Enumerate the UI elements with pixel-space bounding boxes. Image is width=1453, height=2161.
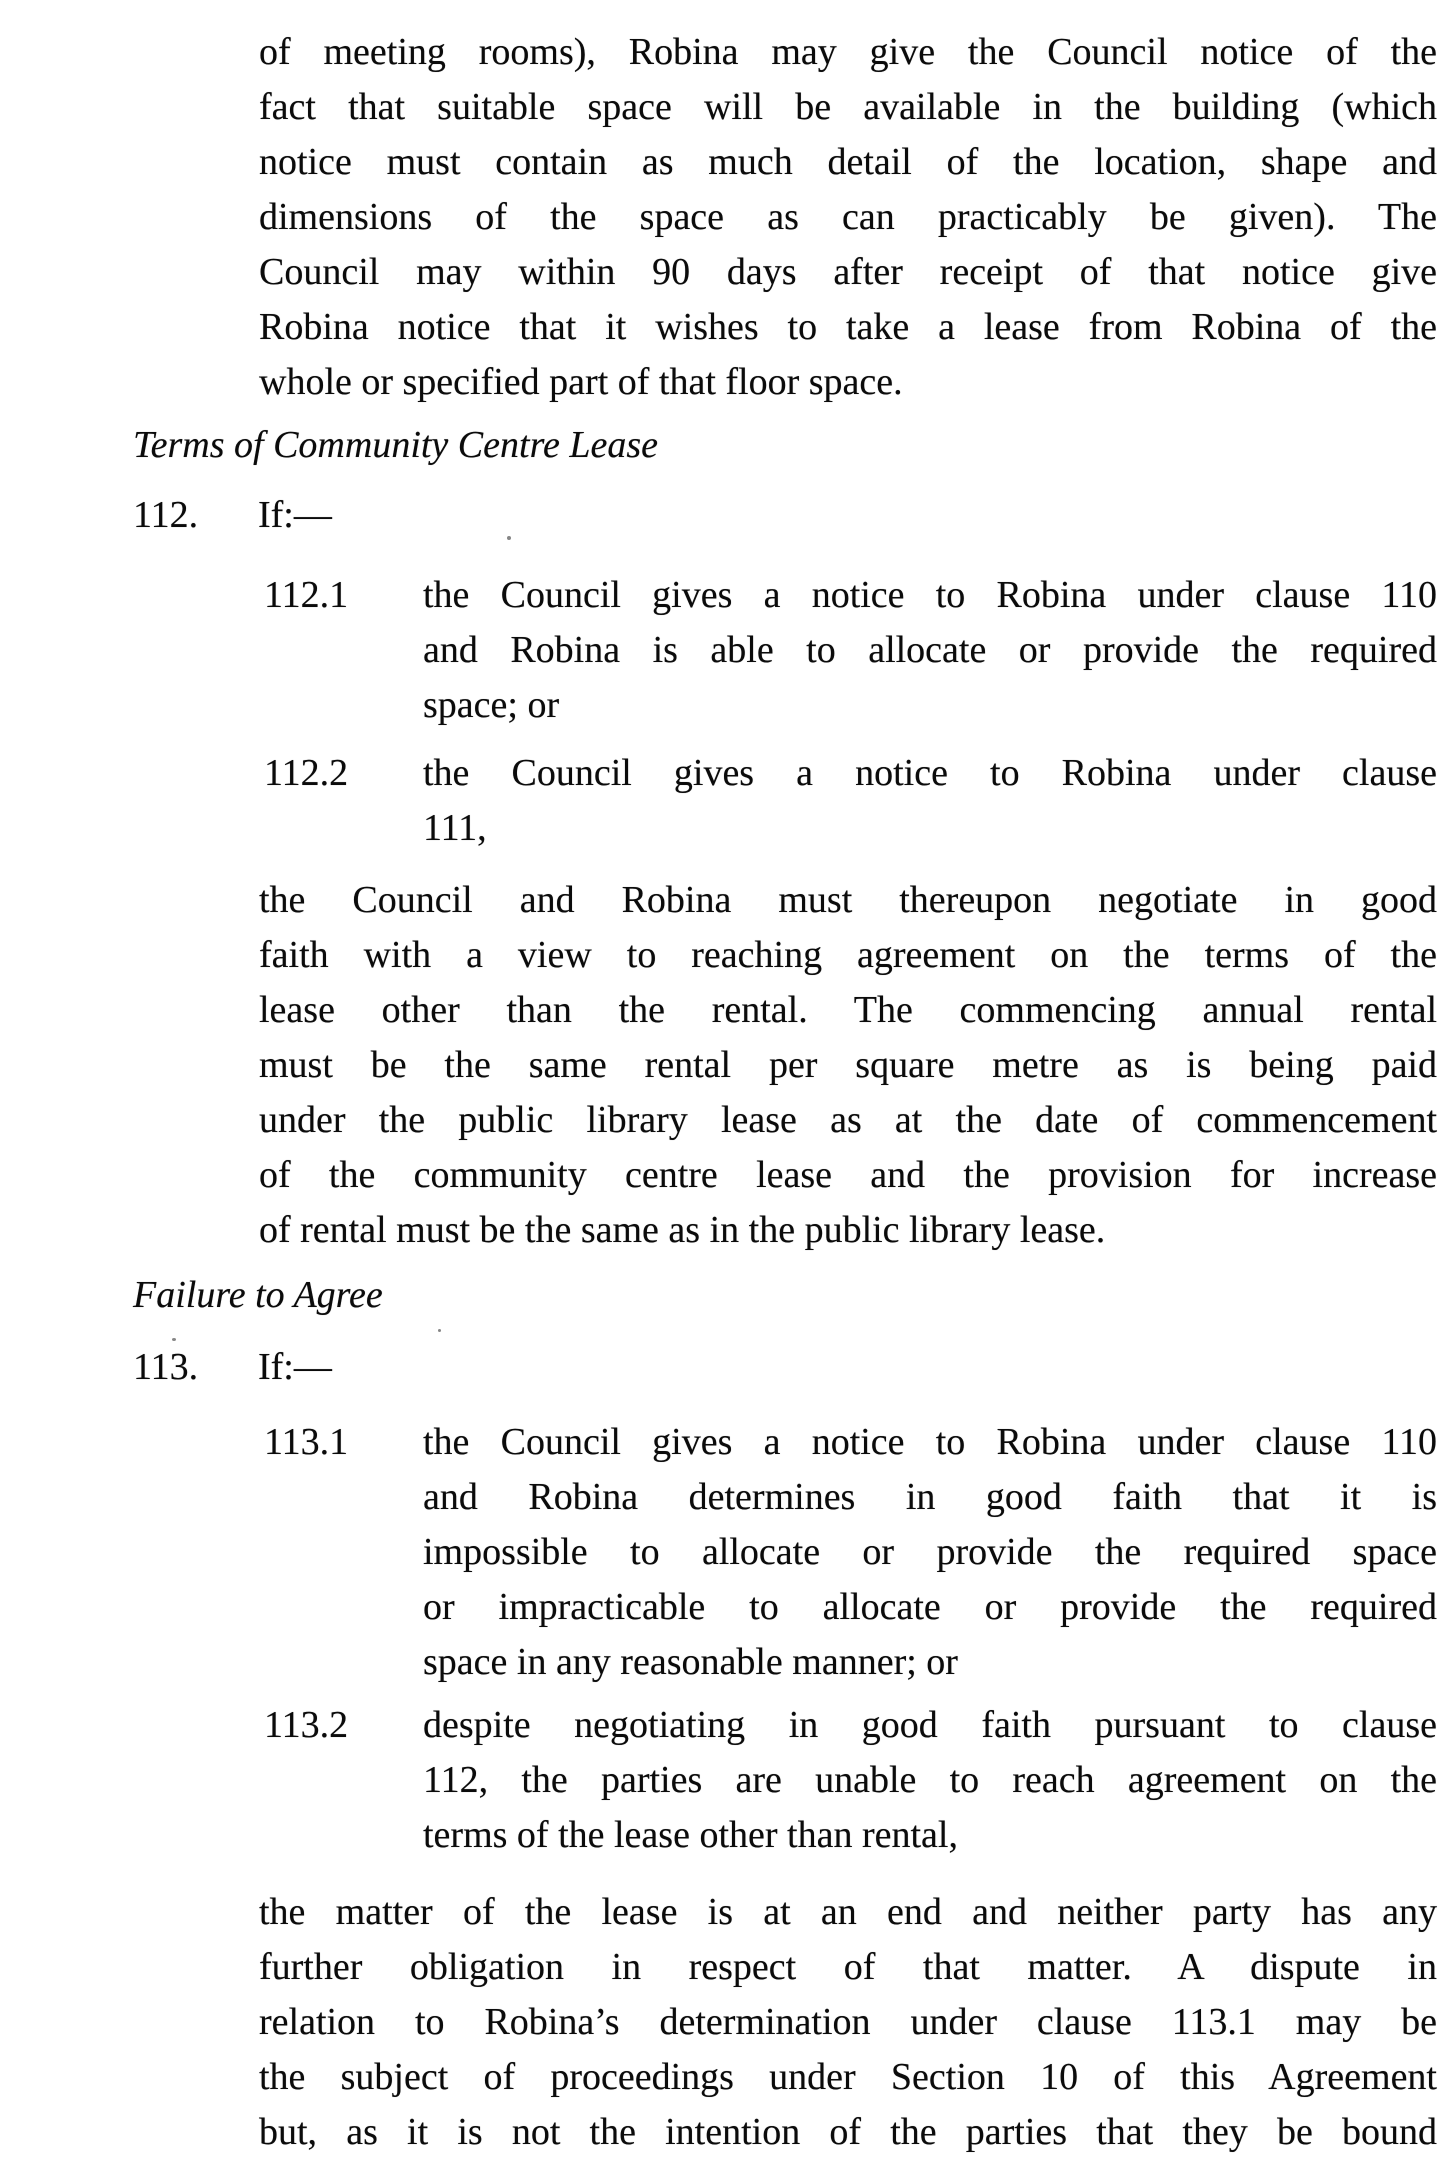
- subclause-number: 112.2: [264, 752, 349, 794]
- text-line: Robina notice that it wishes to take a lease from Robina of the: [259, 306, 1437, 348]
- text-line: of rental must be the same as in the public library lease.: [259, 1209, 1106, 1251]
- text-line: lease other than the rental. The commencing annual rental: [259, 989, 1437, 1031]
- clause-113: [0, 1340, 1453, 1395]
- paragraph-clause-113-tail: [259, 1885, 1437, 2160]
- subclause-text: [423, 746, 1437, 856]
- text-line: the Council gives a notice to Robina under clause 110: [423, 1421, 1437, 1463]
- text-line: but, as it is not the intention of the parties that they be bound: [259, 2111, 1437, 2153]
- text-line: the matter of the lease is at an end and neither party has any: [259, 1891, 1437, 1933]
- subclause-113-1: [0, 1415, 1453, 1683]
- section-heading-failure-to-agree: Failure to Agree: [133, 1274, 383, 1316]
- clause-number: 113.: [133, 1346, 199, 1388]
- clause-lead-text: If:—: [258, 1346, 332, 1388]
- text-line: fact that suitable space will be available in the building (which: [259, 86, 1437, 128]
- text-line: the Council gives a notice to Robina under clause 110: [423, 574, 1437, 616]
- section-heading-terms-of-community-centre-lease: Terms of Community Centre Lease: [133, 424, 658, 466]
- subclause-112-1: [0, 568, 1453, 726]
- text-line: 111,: [423, 807, 487, 849]
- text-line: space; or: [423, 684, 560, 726]
- text-line: Council may within 90 days after receipt of that notice give: [259, 251, 1437, 293]
- scan-speck: [507, 536, 511, 540]
- scan-speck: [172, 1338, 176, 1341]
- text-line: or impracticable to allocate or provide the required: [423, 1586, 1437, 1628]
- subclause-112-2: [0, 746, 1453, 849]
- text-line: impossible to allocate or provide the required space: [423, 1531, 1437, 1573]
- text-line: space in any reasonable manner; or: [423, 1641, 958, 1683]
- text-line: relation to Robina’s determination under clause 113.1 may be: [259, 2001, 1437, 2043]
- subclause-number: 113.1: [264, 1421, 349, 1463]
- text-line: and Robina determines in good faith that it is: [423, 1476, 1437, 1518]
- paragraph-clause-continuation: [259, 25, 1437, 410]
- clause-lead-text: If:—: [258, 494, 332, 536]
- text-line: dimensions of the space as can practicably be given). The: [259, 196, 1437, 238]
- text-line: 112, the parties are unable to reach agreement on the: [423, 1759, 1437, 1801]
- text-line: of the community centre lease and the provision for increase: [259, 1154, 1437, 1196]
- text-line: despite negotiating in good faith pursuant to clause: [423, 1704, 1437, 1746]
- text-line: the subject of proceedings under Section 10 of this Agreement: [259, 2056, 1437, 2098]
- subclause-text: [423, 1698, 1437, 1863]
- subclause-text: [423, 1415, 1437, 1690]
- text-line: faith with a view to reaching agreement on the terms of the: [259, 934, 1437, 976]
- text-line: terms of the lease other than rental,: [423, 1814, 958, 1856]
- paragraph-clause-112-tail: [259, 873, 1437, 1258]
- text-line: whole or specified part of that floor space.: [259, 361, 903, 403]
- clause-number: 112.: [133, 494, 199, 536]
- scan-speck: [438, 1329, 441, 1332]
- text-line: and Robina is able to allocate or provide the required: [423, 629, 1437, 671]
- text-line: further obligation in respect of that matter. A dispute in: [259, 1946, 1437, 1988]
- subclause-113-2: [0, 1698, 1453, 1856]
- subclause-number: 112.1: [264, 574, 349, 616]
- text-line: must be the same rental per square metre as is being paid: [259, 1044, 1437, 1086]
- subclause-text: [423, 568, 1437, 733]
- text-line: the Council and Robina must thereupon negotiate in good: [259, 879, 1437, 921]
- subclause-number: 113.2: [264, 1704, 349, 1746]
- clause-112: [0, 488, 1453, 543]
- text-line: of meeting rooms), Robina may give the Council notice of the: [259, 31, 1437, 73]
- text-line: the Council gives a notice to Robina under clause: [423, 752, 1437, 794]
- text-line: under the public library lease as at the date of commencement: [259, 1099, 1437, 1141]
- text-line: notice must contain as much detail of the location, shape and: [259, 141, 1437, 183]
